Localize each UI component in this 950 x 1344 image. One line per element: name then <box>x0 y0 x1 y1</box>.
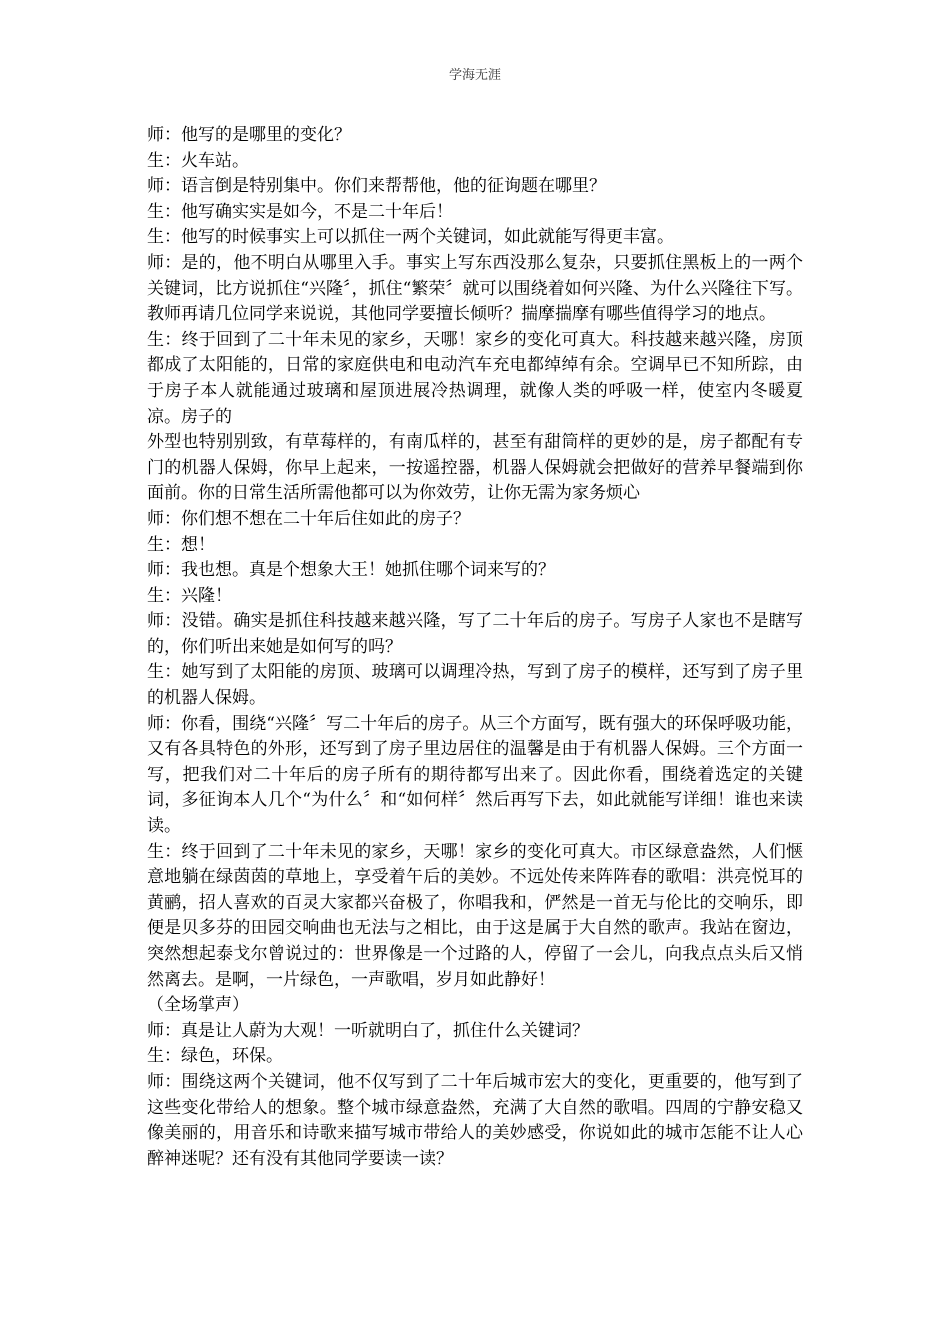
paragraph: 师：你们想不想在二十年后住如此的房子？ <box>147 508 470 529</box>
paragraph: 生：终于回到了二十年未见的家乡，天哪！家乡的变化可真大。市区绿意盎然，人们惬意地躺在绿茵茵的草地上，享受着午后的美妙。不远处传来阵阵春的歌唱：洪亮悦耳的黄鹂，招人喜欢的百灵大家都兴奋极了，你唱我和，俨然是一首无与伦比的交响乐，即便是贝多芬的田园交响曲也无法与之相比，由于这是属于大自然的歌声。我站在窗边，突然想起泰戈尔曾说过的：世界像是一个过路的人，停留了一会儿，向我点点头后又悄然离去。是啊，一片绿色，一声歌唱，岁月如此静好！ <box>147 841 803 990</box>
paragraph: （全场掌声） <box>147 995 249 1016</box>
paragraph: 生：火车站。 <box>147 150 249 171</box>
paragraph: 生：终于回到了二十年未见的家乡，天哪！家乡的变化可真大。科技越来越兴隆，房顶都成了太阳能的，日常的家庭供电和电动汽车充电都绰绰有余。空调早已不知所踪，由于房子本人就能通过玻璃和屋顶进展冷热调理，就像人类的呼吸一样，使室内冬暖夏凉。房子的 <box>147 329 803 427</box>
paragraph: 师：真是让人蔚为大观！一听就明白了，抓住什么关键词？ <box>147 1020 589 1041</box>
paragraph: 生：绿色，环保。 <box>147 1046 283 1067</box>
paragraph: 师：没错。确实是抓住科技越来越兴隆，写了二十年后的房子。写房子人家也不是瞎写的，你们听出来她是如何写的吗？ <box>147 611 803 657</box>
paragraph: 生：他写确实实是如今，不是二十年后！ <box>147 201 453 222</box>
paragraph: 外型也特别别致，有草莓样的，有南瓜样的，甚至有甜筒样的更妙的是，房子都配有专门的机器人保姆，你早上起来，一按遥控器，机器人保姆就会把做好的营养早餐端到你面前。你的日常生活所需他都可以为你效劳，让你无需为家务烦心 <box>147 432 803 504</box>
paragraph: 师：语言倒是特别集中。你们来帮帮他，他的征询题在哪里？ <box>147 176 606 197</box>
paragraph: 师：他写的是哪里的变化？ <box>147 125 351 145</box>
paragraph: 生：想！ <box>147 534 215 555</box>
paragraph: 师：围绕这两个关键词，他不仅写到了二十年后城市宏大的变化，更重要的，他写到了这些变化带给人的想象。整个城市绿意盎然，充满了大自然的歌唱。四周的宁静安稳又像美丽的，用音乐和诗歌来描写城市带给人的美妙感受，你说如此的城市怎能不让人心醉神迷呢？还有没有其他同学要读一读？ <box>147 1071 803 1169</box>
paragraph: 生：他写的时候事实上可以抓住一两个关键词，如此就能写得更丰富。 <box>147 227 674 248</box>
page-header: 学海无涯 <box>448 68 501 83</box>
paragraph: 师：你看，围绕“兴隆〞写二十年后的房子。从三个方面写，既有强大的环保呼吸功能，又有各具特色的外形，还写到了房子里边居住的温馨是由于有机器人保姆。三个方面一写，把我们对二十年后的房子所有的期待都写出来了。因此你看，围绕着选定的关键词，多征询本人几个“为什么〞和“如何样〞然后再写下去，如此就能写详细！谁也来读读。 <box>147 713 803 837</box>
paragraph: 生：兴隆！ <box>147 585 232 606</box>
paragraph: 师：我也想。真是个想象大王！她抓住哪个词来写的？ <box>147 560 555 581</box>
paragraph: 师：是的，他不明白从哪里入手。事实上写东西没那么复杂，只要抓住黑板上的一两个关键词，比方说抓住“兴隆〞，抓住“繁荣〞就可以围绕着如何兴隆、为什么兴隆往下写。教师再请几位同学来说说，其他同学要擅长倾听？揣摩揣摩有哪些值得学习的地点。 <box>147 252 803 325</box>
paragraph: 生：她写到了太阳能的房顶、玻璃可以调理冷热，写到了房子的模样，还写到了房子里的机器人保姆。 <box>147 662 803 709</box>
document-body <box>147 123 803 1172</box>
